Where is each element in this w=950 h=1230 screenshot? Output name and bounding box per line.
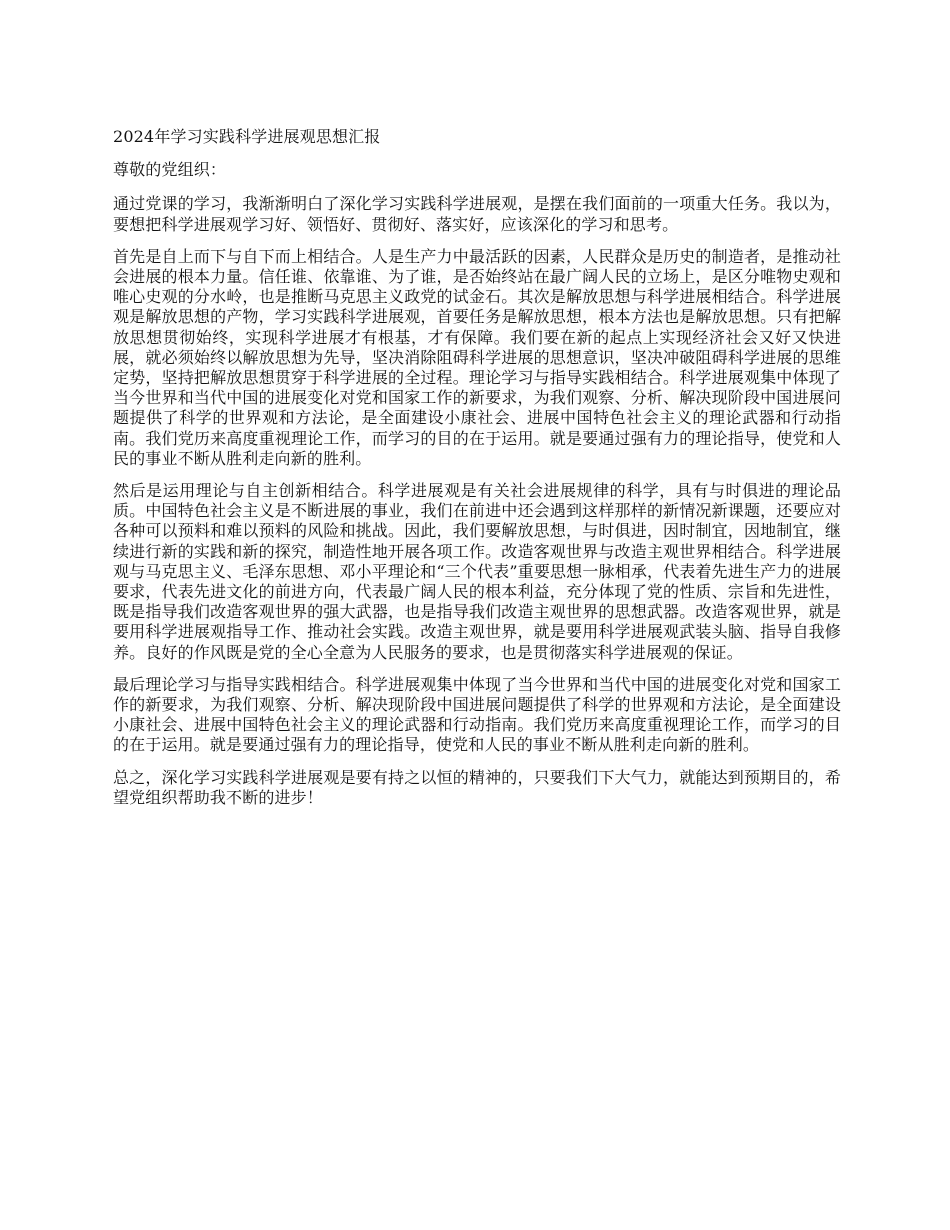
paragraph-intro: 通过党课的学习，我渐渐明白了深化学习实践科学进展观，是摆在我们面前的一项重大任务。我以为，要想把科学进展观学习好、领悟好、贯彻好、落实好，应该深化的学习和思考。 (113, 194, 841, 234)
paragraph-first: 首先是自上而下与自下而上相结合。人是生产力中最活跃的因素，人民群众是历史的制造者，是推动社会进展的根本力量。信任谁、依靠谁、为了谁，是否始终站在最广阔人民的立场上，是区分唯物史观和唯心史观的分水岭，也是推断马克思主义政党的试金石。其次是解放思想与科学进展相结合。科学进展观是解放思想的产物，学习实践科学进展观，首要任务是解放思想，根本方法也是解放思想。只有把解放思想贯彻始终，实现科学进展才有根基，才有保障。我们要在新的起点上实现经济社会又好又快进展，就必须始终以解放思想为先导，坚决消除阻碍科学进展的思想意识，坚决冲破阻碍科学进展的思维定势，坚持把解放思想贯穿于科学进展的全过程。理论学习与指导实践相结合。科学进展观集中体现了当今世界和当代中国的进展变化对党和国家工作的新要求，为我们观察、分析、解决现阶段中国进展问题提供了科学的世界观和方法论，是全面建设小康社会、进展中国特色社会主义的理论武器和行动指南。我们党历来高度重视理论工作，而学习的目的在于运用。就是要通过强有力的理论指导，使党和人民的事业不断从胜利走向新的胜利。 (113, 246, 841, 468)
greeting-line: 尊敬的党组织： (113, 160, 227, 180)
paragraph-conclusion: 总之，深化学习实践科学进展观是要有持之以恒的精神的，只要我们下大气力，就能达到预期目的，希望党组织帮助我不断的进步！ (113, 767, 841, 807)
paragraph-finally: 最后理论学习与指导实践相结合。科学进展观集中体现了当今世界和当代中国的进展变化对党和国家工作的新要求，为我们观察、分析、解决现阶段中国进展问题提供了科学的世界观和方法论，是全面建设小康社会、进展中国特色社会主义的理论武器和行动指南。我们党历来高度重视理论工作，而学习的目的在于运用。就是要通过强有力的理论指导，使党和人民的事业不断从胜利走向新的胜利。 (113, 674, 841, 755)
paragraph-then: 然后是运用理论与自主创新相结合。科学进展观是有关社会进展规律的科学，具有与时俱进的理论品质。中国特色社会主义是不断进展的事业，我们在前进中还会遇到这样那样的新情况新课题，还要应对各种可以预料和难以预料的风险和挑战。因此，我们要解放思想，与时俱进，因时制宜，因地制宜，继续进行新的实践和新的探究，制造性地开展各项工作。改造客观世界与改造主观世界相结合。科学进展观与马克思主义、毛泽东思想、邓小平理论和“三个代表”重要思想一脉相承，代表着先进生产力的进展要求，代表先进文化的前进方向，代表最广阔人民的根本利益，充分体现了党的性质、宗旨和先进性，既是指导我们改造客观世界的强大武器，也是指导我们改造主观世界的思想武器。改造客观世界，就是要用科学进展观指导工作、推动社会实践。改造主观世界，就是要用科学进展观武装头脑、指导自我修养。良好的作风既是党的全心全意为人民服务的要求，也是贯彻落实科学进展观的保证。 (113, 481, 841, 662)
document-title: 2024年学习实践科学进展观思想汇报 (113, 127, 381, 146)
document-body (113, 127, 841, 820)
